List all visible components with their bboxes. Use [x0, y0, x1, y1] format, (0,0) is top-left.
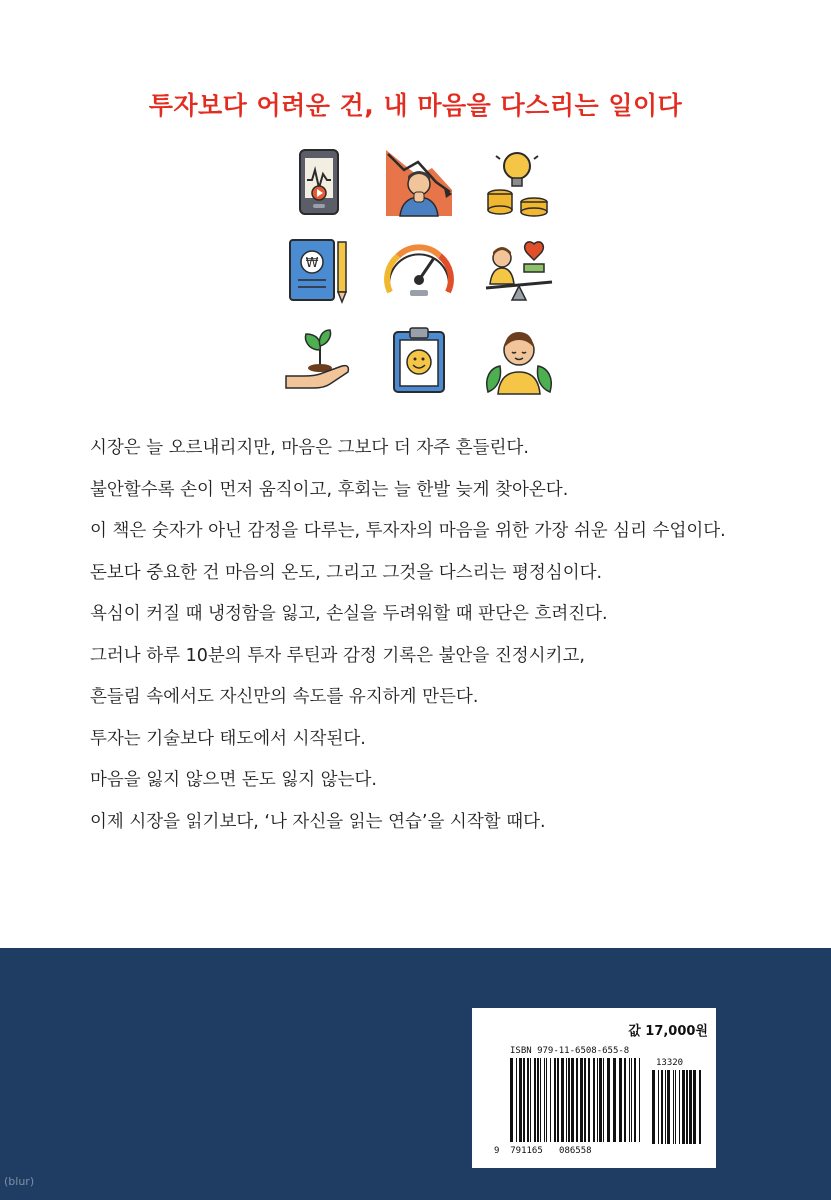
clipboard-smiley-icon: [384, 326, 454, 396]
price-label: 값 17,000원: [628, 1024, 708, 1039]
body-line: 욕심이 커질 때 냉정함을 잃고, 손실을 두려워할 때 판단은 흐려진다.: [90, 604, 608, 624]
meditating-person-leaves-icon: [484, 326, 554, 396]
icon-grid: [284, 148, 554, 398]
body-line: 마음을 잃지 않으면 돈도 잃지 않는다.: [90, 770, 377, 790]
lightbulb-coins-icon: [484, 148, 554, 218]
svg-text:₩: ₩: [305, 256, 319, 271]
addon-code: 13320: [656, 1058, 684, 1068]
body-text: [90, 428, 790, 843]
isbn-label: ISBN 979-11-6508-655-8: [510, 1046, 630, 1056]
headline: 투자보다 어려운 건, 내 마음을 다스리는 일이다: [148, 91, 683, 120]
hand-sprout-icon: [284, 326, 354, 396]
body-line: 돈보다 중요한 건 마음의 온도, 그리고 그것을 다스리는 평정심이다.: [90, 562, 603, 583]
falling-chart-worried-person-icon: [384, 148, 454, 218]
body-line: 그러나 하루 10분의 투자 루틴과 감정 기록은 불안을 진정시키고,: [90, 645, 585, 666]
smartphone-chart-icon: [284, 148, 354, 218]
body-line: 불안할수록 손이 먼저 움직이고, 후회는 늘 한발 늦게 찾아온다.: [90, 479, 569, 500]
speedometer-gauge-icon: [384, 236, 454, 306]
won-notebook-pencil-icon: [284, 236, 354, 306]
body-line: 투자는 기술보다 태도에서 시작된다.: [90, 728, 366, 749]
body-line: 시장은 늘 오르내리지만, 마음은 그보다 더 자주 흔들린다.: [90, 438, 529, 458]
body-line: 이 책은 숫자가 아닌 감정을 다루는, 투자자의 마음을 위한 가장 쉬운 심리 수업이다.: [90, 521, 726, 541]
addon-barcode: [650, 1070, 706, 1144]
watermark: (blur): [4, 1175, 35, 1188]
isbn-digits: 9 791165 086558: [494, 1146, 592, 1156]
isbn-barcode-box: [472, 1008, 716, 1168]
body-line: 이제 시장을 읽기보다, ‘나 자신을 읽는 연습’을 시작할 때다.: [90, 811, 546, 832]
ean-barcode: [508, 1058, 644, 1144]
person-heart-balance-icon: [484, 236, 554, 306]
body-line: 흔들림 속에서도 자신만의 속도를 유지하게 만든다.: [90, 687, 479, 707]
